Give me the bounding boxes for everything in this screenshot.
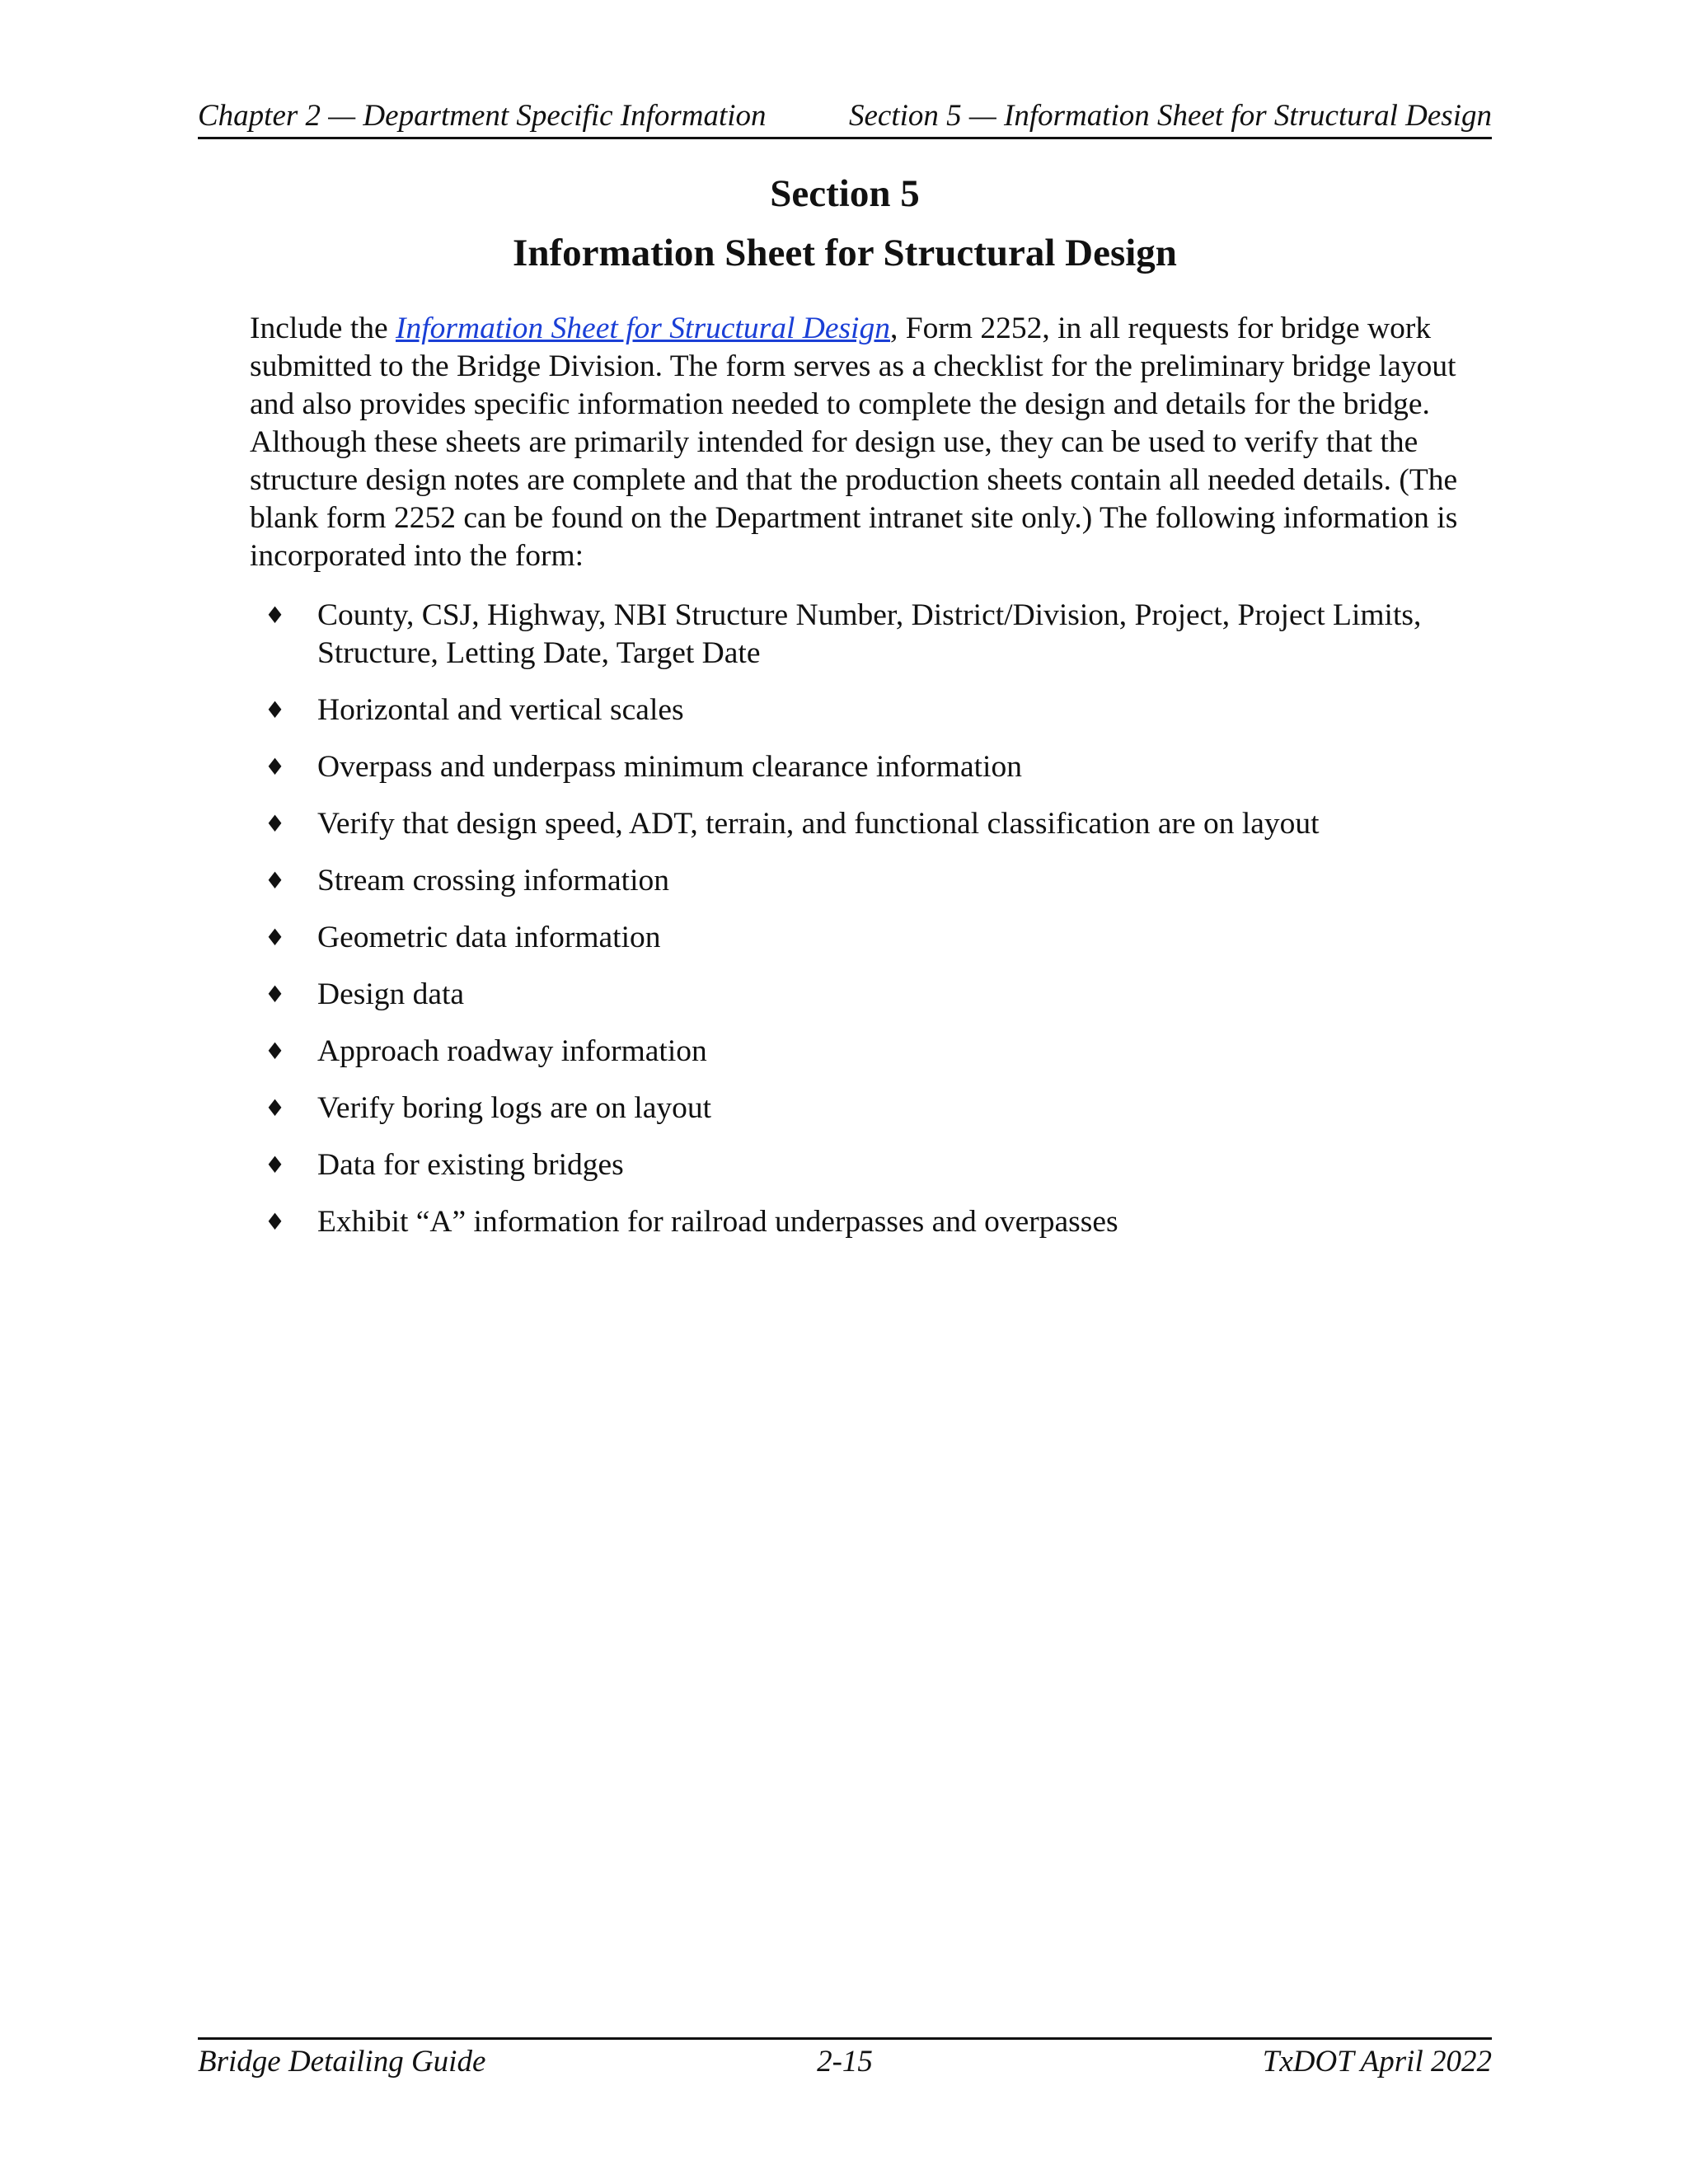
list-item [250,597,1494,673]
running-header [198,97,1492,139]
diamond-bullet-icon: ♦ [265,810,286,837]
list-item [250,748,1494,786]
list-item-text: Stream crossing information [317,864,670,898]
list-item [250,976,1494,1014]
list-item-text: Verify boring logs are on layout [317,1091,712,1125]
page-number: 2-15 [817,2045,873,2079]
section-title: Information Sheet for Structural Design [513,232,1177,274]
list-item [250,1203,1494,1241]
diamond-bullet-icon: ♦ [265,924,286,951]
list-item-text: Data for existing bridges [317,1148,624,1182]
list-item [250,1033,1494,1071]
intro-text-after-link: , Form 2252, in all requests for bridge work submitted to the Bridge Division. The form serves as a checklist for the preliminary bridge layout and also provides specific information needed to complete the design and details for the bridge. Although these sheets are primarily intended for design use, they can be used to verify that the structure design notes are complete and that the production sheets contain all needed details. (The blank form 2252 can be found on the Department intranet site only.) The following information is incorporated into the form: [250,312,1458,573]
list-item-text: Exhibit “A” information for railroad underpasses and overpasses [317,1205,1118,1239]
header-chapter-title: Chapter 2 — Department Specific Information [198,99,767,133]
list-item-text: Verify that design speed, ADT, terrain, and functional classification are on layout [317,807,1320,841]
diamond-bullet-icon: ♦ [265,867,286,894]
diamond-bullet-icon: ♦ [265,753,286,780]
list-item [250,862,1494,900]
diamond-bullet-icon: ♦ [265,1094,286,1122]
list-item-text: Geometric data information [317,921,661,954]
list-item-text: Horizontal and vertical scales [317,693,684,727]
footer-publisher-date: TxDOT April 2022 [1262,2045,1492,2079]
list-item [250,919,1494,957]
list-item [250,1090,1494,1127]
running-footer [198,2037,1492,2081]
form-contents-list [250,597,1494,1260]
diamond-bullet-icon: ♦ [265,1038,286,1065]
list-item [250,1146,1494,1184]
list-item [250,805,1494,843]
intro-text-before-link: Include the [250,312,396,345]
diamond-bullet-icon: ♦ [265,602,286,629]
diamond-bullet-icon: ♦ [265,981,286,1008]
diamond-bullet-icon: ♦ [265,1208,286,1235]
intro-paragraph [250,310,1494,575]
diamond-bullet-icon: ♦ [265,1151,286,1179]
section-heading [198,169,1492,278]
section-number: Section 5 [770,172,920,215]
footer-guide-title: Bridge Detailing Guide [198,2045,486,2079]
list-item-text: Design data [317,977,465,1011]
list-item-text: Overpass and underpass minimum clearance information [317,750,1022,784]
list-item [250,691,1494,729]
header-section-title: Section 5 — Information Sheet for Structural Design [848,99,1492,133]
list-item-text: Approach roadway information [317,1034,707,1068]
diamond-bullet-icon: ♦ [265,696,286,724]
form-2252-link[interactable]: Information Sheet for Structural Design [396,312,890,345]
list-item-text: County, CSJ, Highway, NBI Structure Number, District/Division, Project, Project Limits, Structure, Letting Date, Target Date [317,598,1422,670]
